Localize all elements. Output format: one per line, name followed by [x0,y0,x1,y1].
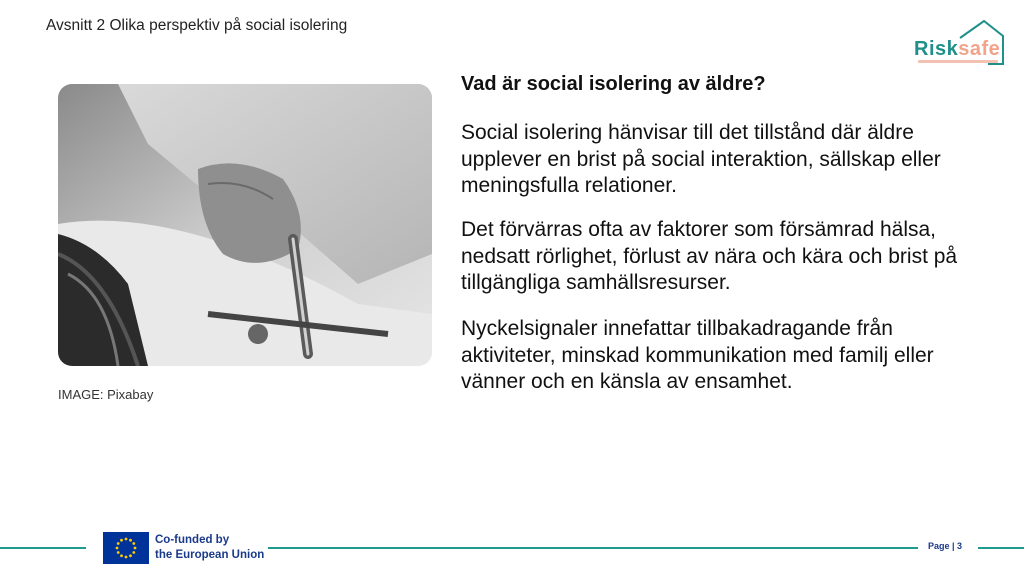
footer-rule-right [978,547,1024,549]
image-caption: IMAGE: Pixabay [58,387,154,402]
paragraph-definition: Social isolering hänvisar till det tillstånd där äldre upplever en brist på social interaktion, sällskap eller meningsfulla relationer. [461,121,941,197]
eu-flag-icon [103,532,149,564]
paragraph-factors: Det förvärras ofta av faktorer som försämrad hälsa, nedsatt rörlighet, förlust av nära och kära och brist på tillgängliga samhällsresurser. [461,218,958,294]
paragraph-signals: Nyckelsignaler innefattar tillbakadragande från aktiviteter, minskad kommunikation med familj eller vänner och en känsla av ensamhet. [461,317,934,393]
risksafe-logo [910,18,1006,68]
logo-tagline [918,60,998,63]
page-number: Page | 3 [928,541,963,551]
section-title: Avsnitt 2 Olika perspektiv på social isolering [46,17,348,34]
eu-cofunded-label: Co-funded by the European Union [155,534,265,561]
wheelchair-photo [58,84,432,366]
footer-rule-middle [268,547,918,549]
footer-rule-left [0,547,86,549]
logo-wordmark: Risksafe [914,38,1001,60]
content-heading: Vad är social isolering av äldre? [461,73,766,95]
